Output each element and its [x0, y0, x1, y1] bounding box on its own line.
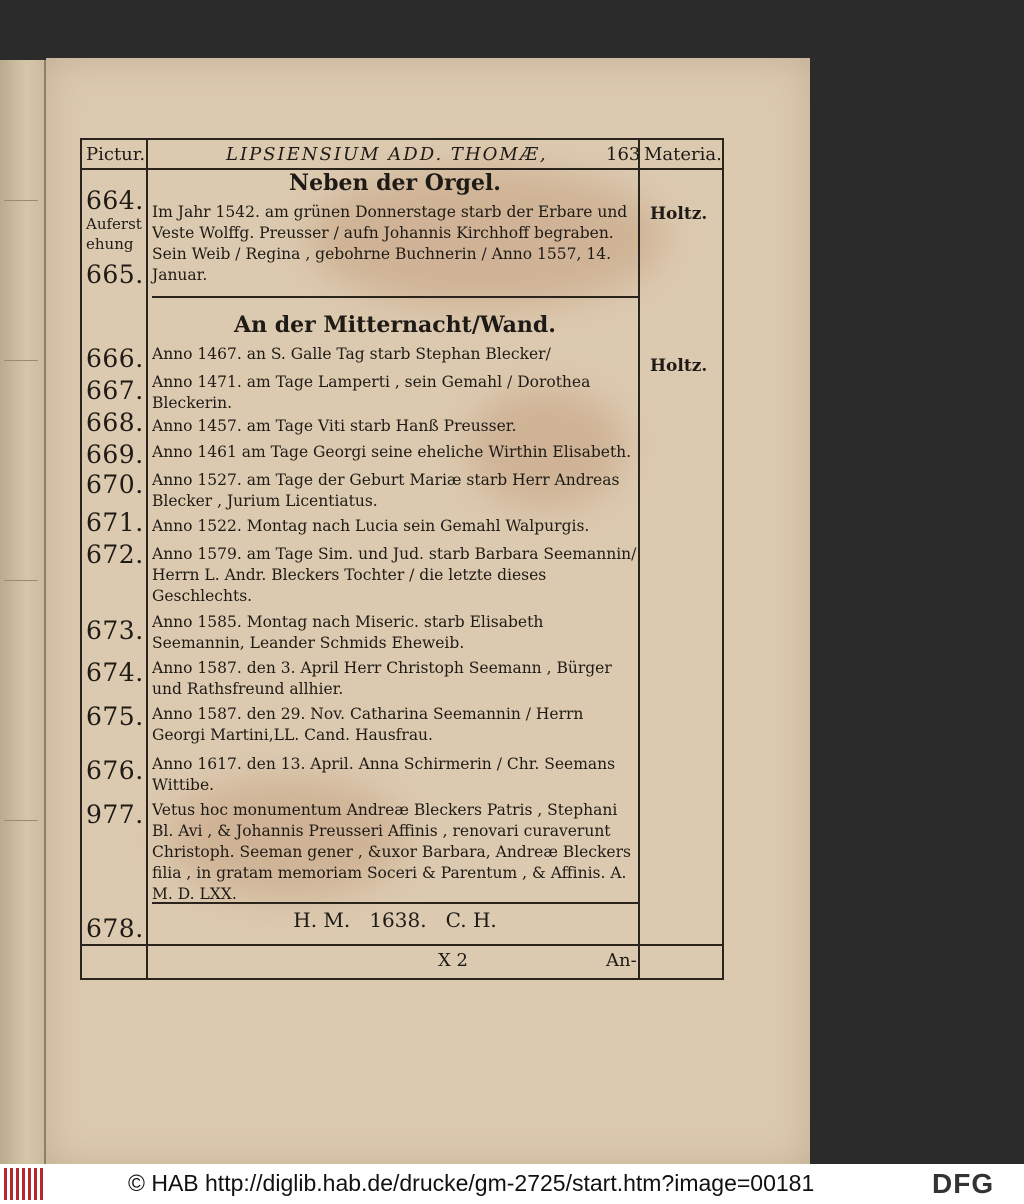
entry-text: Anno 1461 am Tage Georgi seine eheliche Wirthin Elisabeth. — [152, 443, 632, 461]
entry-number: 669. — [86, 440, 144, 469]
dfg-logo: DFG — [932, 1168, 995, 1199]
page-number: 163 — [606, 144, 641, 165]
entry-number: 668. — [86, 408, 144, 437]
entry-text: Anno 1522. Montag nach Lucia sein Gemahl Walpurgis. — [152, 517, 590, 535]
footer-rule — [82, 944, 722, 946]
section-divider — [152, 296, 638, 298]
entry-text: Anno 1467. an S. Galle Tag starb Stephan Blecker/ — [152, 345, 551, 363]
page-frame — [80, 138, 724, 980]
entry-number: 665. — [86, 260, 144, 289]
header-right: Materia. — [644, 144, 722, 165]
entry-text: Anno 1471. am Tage Lamperti , sein Gemahl / Dorothea Bleckerin. — [152, 373, 591, 412]
previous-page-edge — [0, 60, 46, 1170]
entry-material: Holtz. — [650, 356, 708, 376]
entry-text: Anno 1527. am Tage der Geburt Mariæ starb Herr Andreas Blecker , Jurium Licentiatus. — [152, 471, 620, 510]
credit-bar — [0, 1164, 1024, 1204]
section-title-orgel: Neben der Orgel. — [289, 170, 501, 196]
entry-side-note: Auferstehung — [86, 215, 142, 253]
entry-number: 666. — [86, 344, 144, 373]
entry-number: 671. — [86, 508, 144, 537]
entry-number: 667. — [86, 376, 144, 405]
entry-number: 673. — [86, 616, 144, 645]
entry-text: Im Jahr 1542. am grünen Donnerstage starb der Erbare und Veste Wolffg. Preusser / aufn Johannis Kirchhoff begraben. Sein Weib / Regina , gebohrne Buchnerin / Anno 1557, 14. Januar. — [152, 203, 628, 284]
entry-number: 664. — [86, 186, 144, 215]
entry-number: 678. — [86, 914, 144, 943]
entry-number: 676. — [86, 756, 144, 785]
monogram-line: H. M. 1638. C. H. — [293, 908, 497, 932]
entry-text: Anno 1617. den 13. April. Anna Schirmerin / Chr. Seemans Wittibe. — [152, 755, 616, 794]
entry-number: 670. — [86, 470, 144, 499]
signature-mark: X 2 — [438, 950, 468, 971]
section-divider — [152, 902, 638, 904]
entry-number: 675. — [86, 702, 144, 731]
entry-text: Anno 1457. am Tage Viti starb Hanß Preusser. — [152, 417, 517, 435]
entry-text: Anno 1587. den 3. April Herr Christoph Seemann , Bürger und Rathsfreund allhier. — [152, 659, 612, 698]
entry-text: Anno 1585. Montag nach Miseric. starb Elisabeth Seemannin, Leander Schmids Eheweib. — [152, 613, 544, 652]
entry-number: 977. — [86, 800, 144, 829]
header-left: Pictur. — [86, 144, 146, 165]
credit-link[interactable]: © HAB http://diglib.hab.de/drucke/gm-2725/start.htm?image=00181 — [128, 1170, 815, 1196]
entry-number: 672. — [86, 540, 144, 569]
entry-material: Holtz. — [650, 204, 708, 224]
left-column-rule — [146, 140, 148, 978]
right-column-rule — [638, 140, 640, 978]
entry-text: Anno 1587. den 29. Nov. Catharina Seemannin / Herrn Georgi Martini,LL. Cand. Hausfrau. — [152, 705, 584, 744]
page-running-title: LIPSIENSIUM ADD. THOMÆ, — [226, 144, 548, 165]
entry-number: 674. — [86, 658, 144, 687]
section-title-mitternacht: An der Mitternacht/Wand. — [234, 312, 556, 338]
hab-logo-icon — [4, 1168, 46, 1200]
entry-text: Anno 1579. am Tage Sim. und Jud. starb Barbara Seemannin/ Herrn L. Andr. Bleckers Tochter / die letzte dieses Geschlechts. — [152, 545, 637, 605]
entry-text: Vetus hoc monumentum Andreæ Bleckers Patris , Stephani Bl. Avi , & Johannis Preusseri Affinis , renovari curaverunt Christoph. Seeman gener , &uxor Barbara, Andreæ Bleckers filia , in gratam memoriam Soceri & Parentum , & Affinis. A. M. D. LXX. — [152, 801, 631, 903]
catchword: An- — [606, 950, 637, 971]
